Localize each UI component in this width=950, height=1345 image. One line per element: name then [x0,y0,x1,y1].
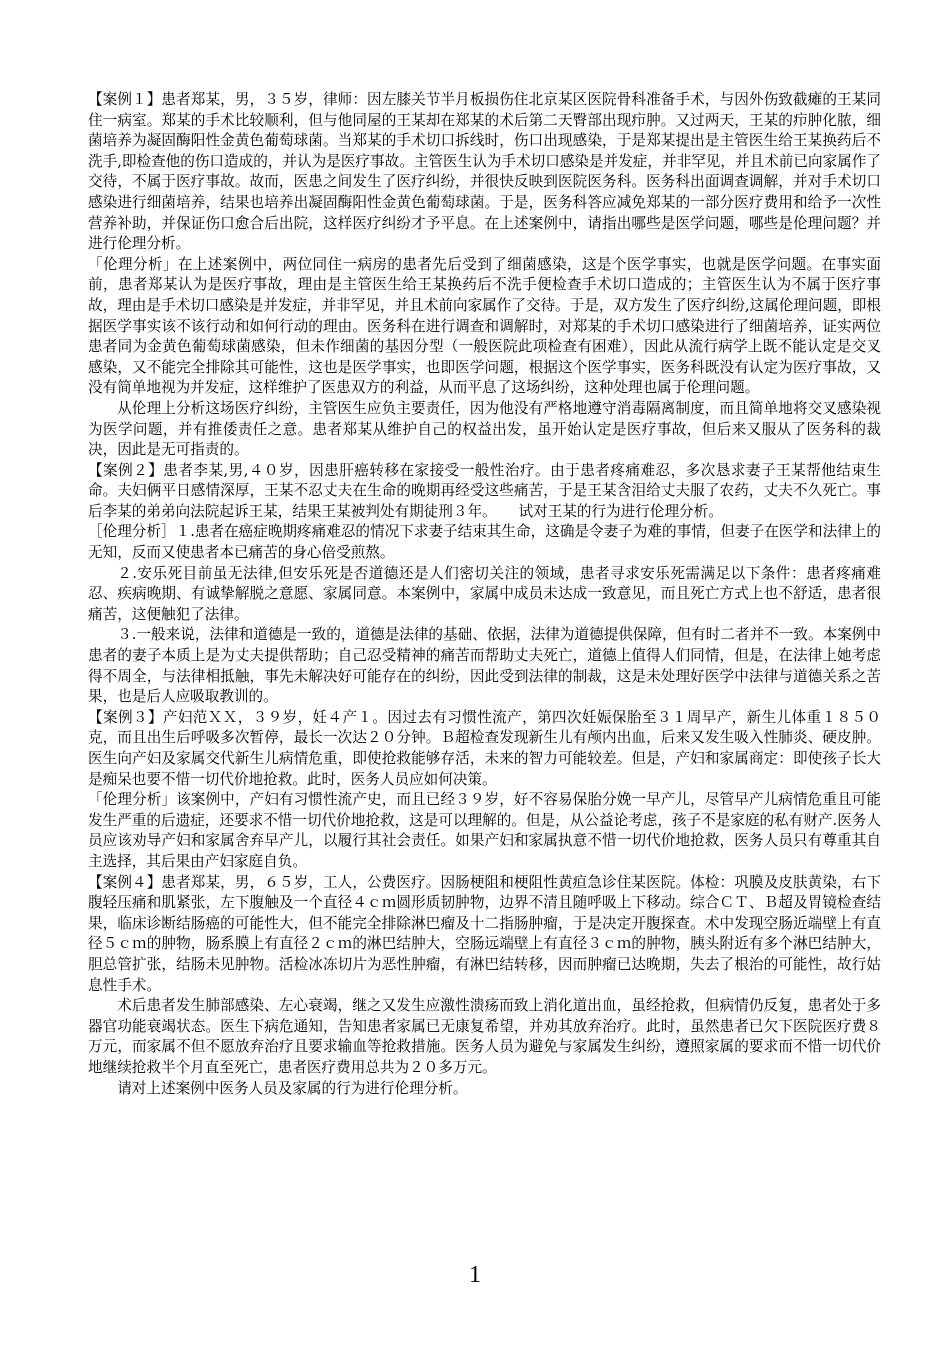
document-body [88,90,881,1099]
paragraph: 【案例３】产妇范ＸＸ，３９岁，妊４产１。因过去有习惯性流产，第四次妊娠保胎至３１周早产，新生儿体重１８５０克，而且出生后呼吸多次暂停，最长一次达２０分钟。Ｂ超检查发现新生儿有颅内出血，后来又发生吸入性肺炎、硬皮肿。医生向产妇及家属交代新生儿病情危重，即使抢救能够存活，未来的智力可能较差。但是，产妇和家属商定：即使孩子长大是痴呆也要不惜一切代价地抢救。此时，医务人员应如何决策。 [88,708,881,788]
paragraph: ［伦理分析］１.患者在癌症晚期疼痛难忍的情况下求妻子结束其生命，这确是令妻子为难的事情，但妻子在医学和法律上的无知，反而又使患者本已痛苦的身心倍受煎熬。 [88,523,881,562]
paragraph: 术后患者发生肺部感染、左心衰竭，继之又发生应激性溃疡而致上消化道出血，虽经抢救，但病情仍反复，患者处于多器官功能衰竭状态。医生下病危通知，告知患者家属已无康复希望，并劝其放弃治疗。此时，虽然患者已欠下医院医疗费８万元，而家属不但不愿放弃治疗且要求输血等抢救措施。医务人员为避免与家属发生纠纷，遵照家属的要求而不惜一切代价地继续抢救半个月直至死亡，患者医疗费用总共为２０多万元。 [88,997,881,1076]
paragraph: 【案例４】患者郑某，男，６５岁，工人，公费医疗。因肠梗阻和梗阻性黄疸急诊住某医院。体检：巩膜及皮肤黄染，右下腹轻压痛和肌紧张，左下腹触及一个直径４ｃｍ圆形质韧肿物，边界不清且随呼吸上下移动。综合ＣＴ、Ｂ超及胃镜检查结果，临床诊断结肠癌的可能性大，但不能完全排除淋巴瘤及十二指肠肿瘤，于是决定开腹探查。术中发现空肠近端壁上有直径５ｃｍ的肿物，肠系膜上有直径２ｃｍ的淋巴结肿大，空肠远端壁上有直径３ｃｍ的肿物，胰头附近有多个淋巴结肿大，胆总管扩张，结肠未见肿物。活检冰冻切片为恶性肿瘤，有淋巴结转移，因而肿瘤已达晚期，失去了根治的可能性，故行姑息性手术。 [88,873,881,994]
page-number: 1 [469,1262,481,1288]
paragraph: 「伦理分析」该案例中，产妇有习惯性流产史，而且已经３９岁，好不容易保胎分娩一早产儿，尽管早产儿病情危重且可能发生严重的后遗症，还要求不惜一切代价地抢救，这是可以理解的。但是，从公益论考虑，孩子不是家庭的私有财产.医务人员应该劝导产妇和家属舍弃早产儿，以履行其社会责任。如果产妇和家属执意不惜一切代价地抢救，医务人员只有尊重其自主选择，其后果由产妇家庭自负。 [88,791,881,870]
paragraph: 请对上述案例中医务人员及家属的行为进行伦理分析。 [117,1079,468,1097]
paragraph: ２.安乐死目前虽无法律,但安乐死是否道德还是人们密切关注的领域，患者寻求安乐死需满足以下条件：患者疼痛难忍、疾病晚期、有诚挚解脱之意愿、家属同意。本案例中，家属中成员未达成一致意见，而且死亡方式上也不舒适，患者很痛苦，这便触犯了法律。 [88,564,881,623]
paragraph: 从伦理上分析这场医疗纠纷，主管医生应负主要责任，因为他没有严格地遵守消毒隔离制度，而且简单地将交叉感染视为医学问题，并有推倭责任之意。患者郑某从维护自己的权益出发，虽开始认定是医疗事故，但后来又服从了医务科的裁决，因此是无可指责的。 [88,399,881,459]
paragraph: 【案例２】患者李某,男,４０岁，因患肝癌转移在家接受一般性治疗。由于患者疼痛难忍，多次恳求妻子王某帮他结束生命。夫妇俩平日感情深厚，王某不忍丈夫在生命的晚期再经受这些痛苦，于是王某含泪给丈夫服了农药，丈夫不久死亡。事后李某的弟弟向法院起诉王某，结果王某被判处有期徒刑３年。 试对王某的行为进行伦理分析。 [88,461,881,520]
paragraph: 「伦理分析」在上述案例中，两位同住一病房的患者先后受到了细菌感染，这是个医学事实，也就是医学问题。在事实面前，患者郑某认为是医疗事故，理由是主管医生给王某换药后不洗手便检查手术切口造成的；主管医生认为不属于医疗事故，理由是手术切口感染是并发症，并非罕见，并且术前向家属作了交待。于是，双方发生了医疗纠纷,这属伦理问题，即根据医学事实该不该行动和如何行动的理由。医务科在进行调查和调解时，对郑某的手术切口感染进行了细菌培养，证实两位患者同为金黄色葡萄球菌感染，但未作细菌的基因分型（一般医院此项检查有困难），因此从流行病学上既不能认定是交叉感染，又不能完全排除其可能性，这也是医学事实，也即医学问题，根据这个医学事实，医务科既没有认定为医疗事故，又没有简单地视为并发症，这样维护了医患双方的利益，从而平息了这场纠纷，这种处理也属于伦理问题。 [88,255,881,397]
paragraph: ３.一般来说，法律和道德是一致的，道德是法律的基础、依据，法律为道德提供保障，但有时二者并不一致。本案例中患者的妻子本质上是为丈夫提供帮助；自己忍受精神的痛苦而帮助丈夫死亡，道德上值得人们同情，但是，在法律上她考虑得不周全，与法律相抵触，事先未解决好可能存在的纠纷，因此受到法律的制裁，这是未处理好医学中法律与道德关系之苦果，也是后人应吸取教训的。 [88,626,881,706]
paragraph: 【案例１】患者郑某，男，３５岁，律师：因左膝关节半月板损伤住北京某区医院骨科准备手术，与因外伤致截瘫的王某同住一病室。郑某的手术比较顺利，但与他同屋的王某却在郑某的术后第二天臀部出现疖肿。又过两天，王某的疖肿化脓，细菌培养为凝固酶阳性金黄色葡萄球菌。当郑某的手术切口拆线时，伤口出现感染，于是郑某提出是主管医生给王某换药后不洗手,即检查他的伤口造成的，并认为是医疗事故。主管医生认为手术切口感染是并发症，并非罕见，并且术前已向家属作了交待，不属于医疗事故。故而，医患之间发生了医疗纠纷，并很快反映到医院医务科。医务科出面调查调解，并对手术切口感染进行细菌培养，结果也培养出凝固酶阳性金黄色葡萄球菌。于是，医务科答应减免郑某的一部分医疗费用和给予一次性营养补助，并保证伤口愈合后出院，这样医疗纠纷才予平息。在上述案例中，请指出哪些是医学问题，哪些是伦理问题？并进行伦理分析。 [88,91,881,253]
